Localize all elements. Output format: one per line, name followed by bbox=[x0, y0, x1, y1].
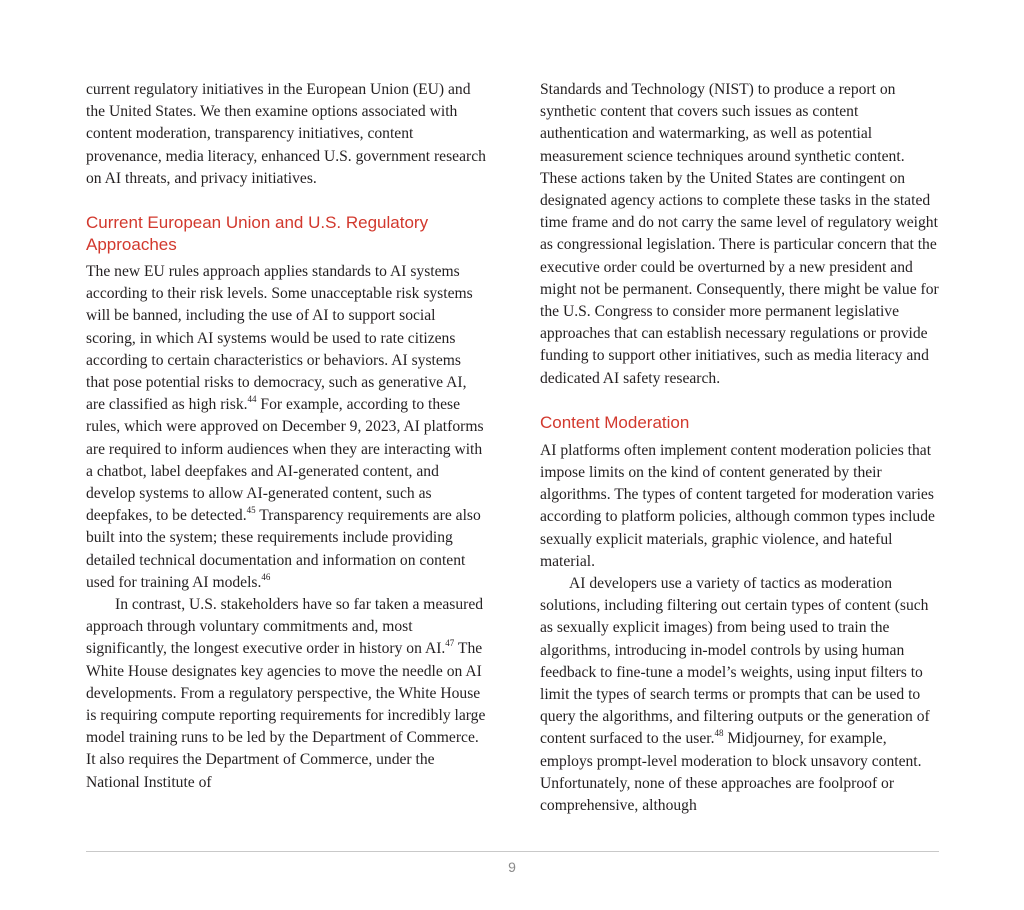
moderation-tactics-paragraph bbox=[540, 573, 940, 817]
footnote-ref-47[interactable]: 47 bbox=[445, 638, 455, 649]
text-run: The White House designates key agencies to move the needle on AI developments. From a regulatory perspective, the White House is requiring compute reporting requirements for incredibly large model training runs to be led by the Department of Commerce. It also requires the Department of Commerce, under the National Institute of bbox=[86, 640, 486, 791]
section-heading-regulatory: Current European Union and U.S. Regulatory Approaches bbox=[86, 213, 429, 255]
section-heading-content-moderation: Content Moderation bbox=[540, 412, 690, 432]
text-run: In contrast, U.S. stakeholders have so far taken a measured approach through voluntary commitments and, most significantly, the longest executive order in history on AI. bbox=[86, 596, 484, 658]
page-number: 9 bbox=[508, 859, 516, 875]
content-moderation-paragraph: AI platforms often implement content moderation policies that impose limits on the kind of content generated by their algorithms. The types of content targeted for moderation varies according to platform policies, although common types include sexually explicit materials, graphic violence, and hateful material. bbox=[540, 441, 935, 570]
continuation-paragraph: Standards and Technology (NIST) to produce a report on synthetic content that covers such issues as content authentication and watermarking, as well as potential measurement science techniques around synthetic content. These actions taken by the United States are contingent on designated agency actions to complete these tasks in the stated time frame and do not carry the same level of regulatory weight as congressional legislation. There is particular concern that the executive order could be overturned by a new president and might not be permanent. Consequently, there might be value for the U.S. Congress to consider more permanent legislative approaches that can establish necessary regulations or provide funding to support other initiatives, such as media literacy and dedicated AI safety research. bbox=[540, 81, 939, 387]
footnote-ref-45[interactable]: 45 bbox=[246, 505, 256, 516]
footnote-ref-44[interactable]: 44 bbox=[247, 394, 257, 405]
text-run: The new EU rules approach applies standards to AI systems according to their risk levels. Some unacceptable risk systems will be banned, including the use of AI to support social scoring, in which AI systems would be used to rate citizens according to certain characteristics or behaviors. AI systems that pose potential risks to democracy, such as generative AI, are classified as high risk. bbox=[86, 263, 473, 414]
footnote-ref-48[interactable]: 48 bbox=[714, 728, 724, 739]
footer-divider bbox=[86, 851, 939, 852]
us-approach-paragraph bbox=[86, 594, 486, 794]
left-column bbox=[86, 79, 486, 794]
text-run: Transparency requirements are also built into the system; these requirements include providing detailed technical documentation and information on content used for training AI models. bbox=[86, 507, 481, 591]
footnote-ref-46[interactable]: 46 bbox=[261, 571, 271, 582]
text-run: AI developers use a variety of tactics as moderation solutions, including filtering out certain types of content (such as sexually explicit images) from being used to train the algorithms, introducing in-model controls by using human feedback to fine-tune a model’s weights, using input filters to limit the types of search terms or prompts that can be used to query the algorithms, and filtering outputs or the generation of content surfaced to the user. bbox=[540, 575, 930, 748]
right-column bbox=[540, 79, 940, 817]
intro-paragraph: current regulatory initiatives in the European Union (EU) and the United States. We then examine options associated with content moderation, transparency initiatives, content provenance, media literacy, enhanced U.S. government research on AI threats, and privacy initiatives. bbox=[86, 81, 486, 187]
text-run: Midjourney, for example, employs prompt-level moderation to block unsavory content. Unfortunately, none of these approaches are foolproof or comprehensive, although bbox=[540, 730, 922, 815]
text-run: For example, according to these rules, which were approved on December 9, 2023, AI platforms are required to inform audiences when they are interacting with a chatbot, label deepfakes and AI-generated content, and develop systems to allow AI-generated content, such as deepfakes, to be detected. bbox=[86, 396, 484, 525]
eu-rules-paragraph bbox=[86, 261, 486, 594]
